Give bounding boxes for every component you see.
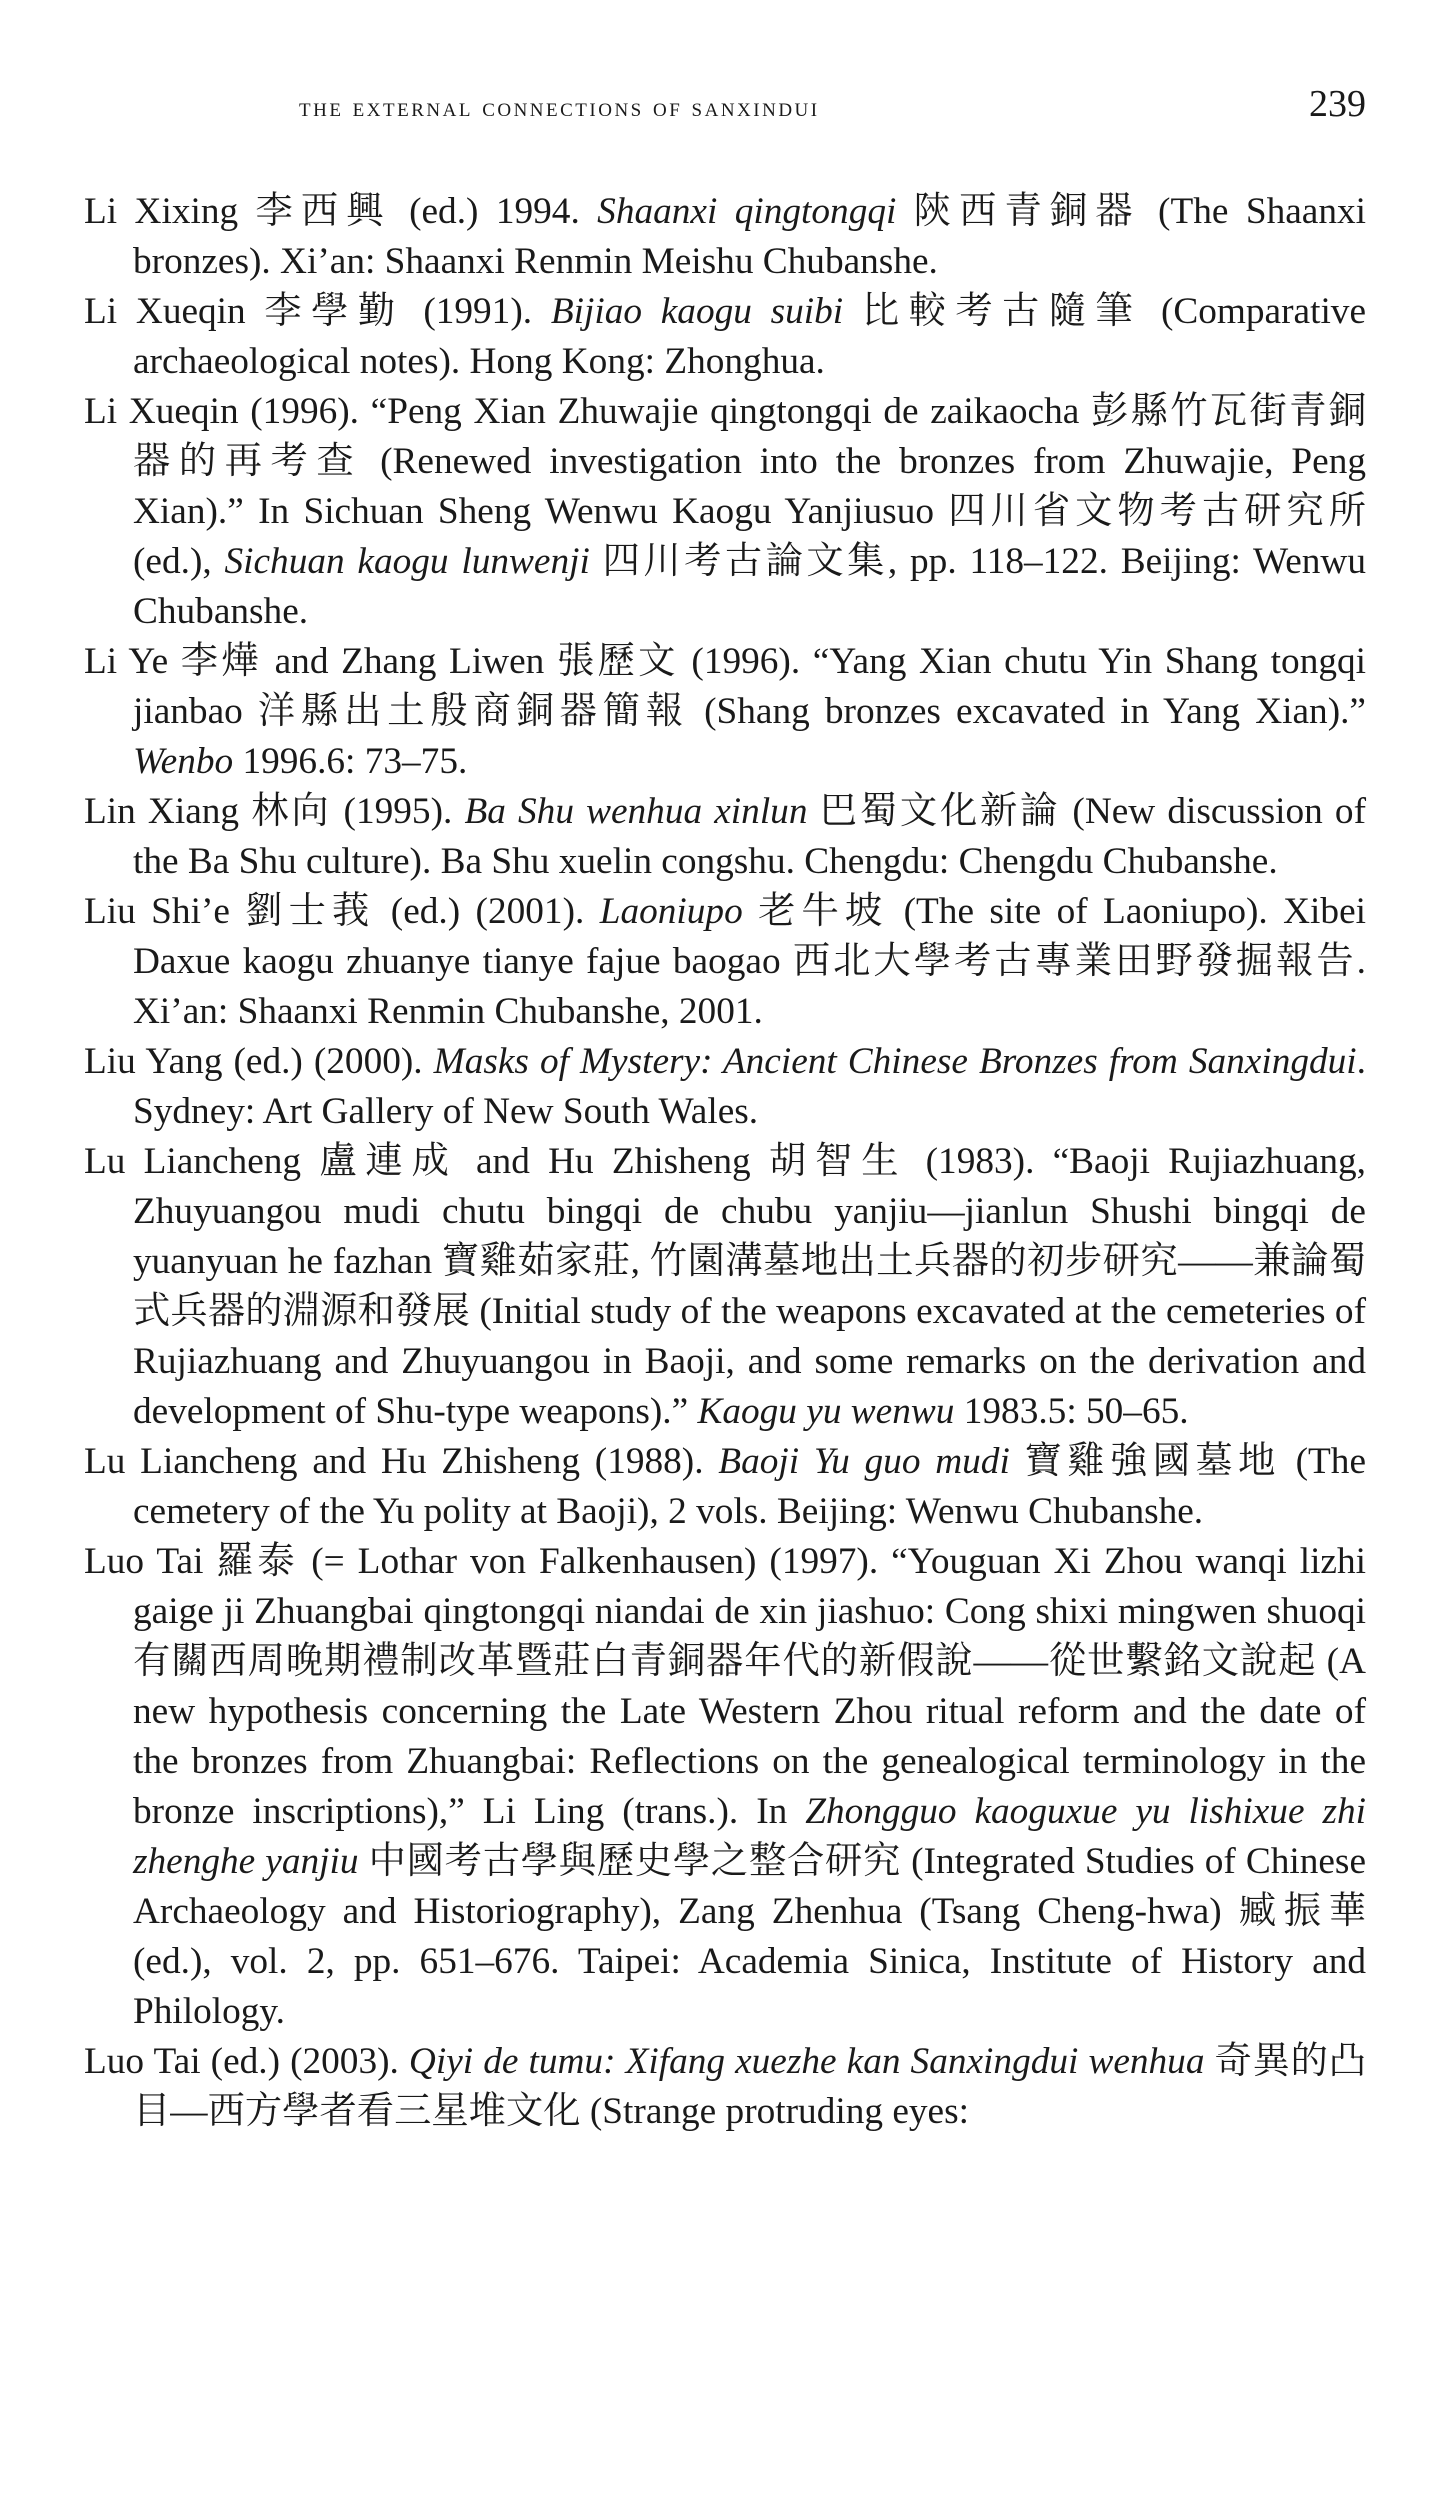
entry-text: 老牛坡 (The site of Laoniupo). Xibei Daxue kaogu zhuanye tianye fajue baogao 西北大學考古專業田野發掘報告. Xi’an: Shaanxi Renmin Chubanshe, 2001. [133,891,1366,1032]
entry-text: Li Xueqin (1996). “Peng Xian Zhuwajie qingtongqi de zaikaocha 彭縣竹瓦街青銅器的再考查 (Renewed investigation into the bronzes from Zhuwajie, Peng Xian).” In Sichuan Sheng Wenwu Kaogu Yanjiusuo 四川省文物考古研究所 (ed.), [84,391,1366,582]
entry-title: Laoniupo [599,891,743,932]
entry-text: 1996.6: 73–75. [233,741,468,782]
entry-title: Sichuan kaogu lunwenji [224,541,590,582]
entry-title: Masks of Mystery: Ancient Chinese Bronzes from Sanxingdui [433,1041,1357,1082]
running-head [84,80,1366,130]
entry-text: 寶雞強國墓地 (The cemetery of the Yu polity at Baoji), 2 vols. Beijing: Wenwu Chubanshe. [133,1441,1366,1532]
entry-text: 陝西青銅器 (The Shaanxi bronzes). Xi’an: Shaanxi Renmin Meishu Chubanshe. [133,191,1366,282]
entry-text: Luo Tai (ed.) (2003). [84,2041,409,2082]
reference-entry [84,1037,1366,1137]
entry-title: Qiyi de tumu: Xifang xuezhe kan Sanxingdui wenhua [408,2041,1205,2082]
reference-entry [84,187,1366,287]
reference-entry [84,387,1366,637]
reference-entry [84,1137,1366,1437]
entry-text: Liu Shi’e 劉士莪 (ed.) (2001). [84,891,600,932]
entry-title: Zhongguo kaoguxue yu lishixue zhi zhenghe yanjiu [133,1791,1366,1882]
running-title: the external connections of sanxindui [299,92,820,122]
entry-text: 巴蜀文化新論 (New discussion of the Ba Shu culture). Ba Shu xuelin congshu. Chengdu: Chengdu Chubanshe. [133,791,1366,882]
reference-entry [84,1537,1366,2037]
entry-title: Ba Shu wenhua xinlun [464,791,808,832]
reference-entry [84,887,1366,1037]
entry-text: Li Ye 李燁 and Zhang Liwen 張歷文 (1996). “Yang Xian chutu Yin Shang tongqi jianbao 洋縣出土殷商銅器簡報 (Shang bronzes excavated in Yang Xian).” [84,641,1366,732]
entry-text: 中國考古學與歷史學之整合研究 (Integrated Studies of Chinese Archaeology and Historiography), Zang Zhenhua (Tsang Cheng-hwa) 臧振華 (ed.), vol. 2, pp. 651–676. Taipei: Academia Sinica, Institute of History and Philology. [133,1841,1367,2032]
reference-entry [84,287,1366,387]
entry-text: Luo Tai 羅泰 (= Lothar von Falkenhausen) (1997). “Youguan Xi Zhou wanqi lizhi gaige ji Zhuangbai qingtongqi niandai de xin jiashuo: Cong shixi mingwen shuoqi 有關西周晚期禮制改革暨莊白青銅器年代的新假說——從世繫銘文說起 (A new hypothesis concerning the Late Western Zhou ritual reform and the date of the bronzes from Zhuangbai: Reflections on the genealogical terminology in the bronze inscriptions),” Li Ling (trans.). In [84,1541,1366,1832]
reference-list [84,187,1366,2137]
entry-text: 四川考古論文集, pp. 118–122. Beijing: Wenwu Chubanshe. [133,541,1366,632]
entry-text: . Sydney: Art Gallery of New South Wales. [133,1041,1366,1132]
entry-title: Shaanxi qingtongqi [597,191,897,232]
entry-text: 奇異的凸目—西方學者看三星堆文化 (Strange protruding eyes: [133,2041,1366,2132]
entry-text: Li Xixing 李西興 (ed.) 1994. [84,191,598,232]
entry-title: Kaogu yu wenwu [697,1391,955,1432]
reference-entry [84,637,1366,787]
entry-title: Bijiao kaogu suibi [550,291,844,332]
entry-text: Lin Xiang 林向 (1995). [84,791,465,832]
entry-text: Li Xueqin 李學勤 (1991). [84,291,551,332]
entry-text: 1983.5: 50–65. [954,1391,1189,1432]
entry-text: 比較考古隨筆 (Comparative archaeological notes). Hong Kong: Zhonghua. [133,291,1367,382]
page-number: 239 [1309,83,1366,125]
entry-title: Wenbo [133,741,234,782]
reference-entry [84,1437,1366,1537]
entry-title: Baoji Yu guo mudi [718,1441,1010,1482]
entry-text: Lu Liancheng and Hu Zhisheng (1988). [84,1441,719,1482]
entry-text: Liu Yang (ed.) (2000). [84,1041,434,1082]
reference-entry [84,787,1366,887]
reference-entry [84,2037,1366,2137]
entry-text: Lu Liancheng 盧連成 and Hu Zhisheng 胡智生 (1983). “Baoji Rujiazhuang, Zhuyuangou mudi chutu bingqi de chubu yanjiu—jianlun Shushi bingqi de yuanyuan he fazhan 寶雞茹家莊, 竹園溝墓地出土兵器的初步研究——兼論蜀式兵器的淵源和發展 (Initial study of the weapons excavated at the cemeteries of Rujiazhuang and Zhuyuangou in Baoji, and some remarks on the derivation and development of Shu-type weapons).” [84,1141,1366,1432]
